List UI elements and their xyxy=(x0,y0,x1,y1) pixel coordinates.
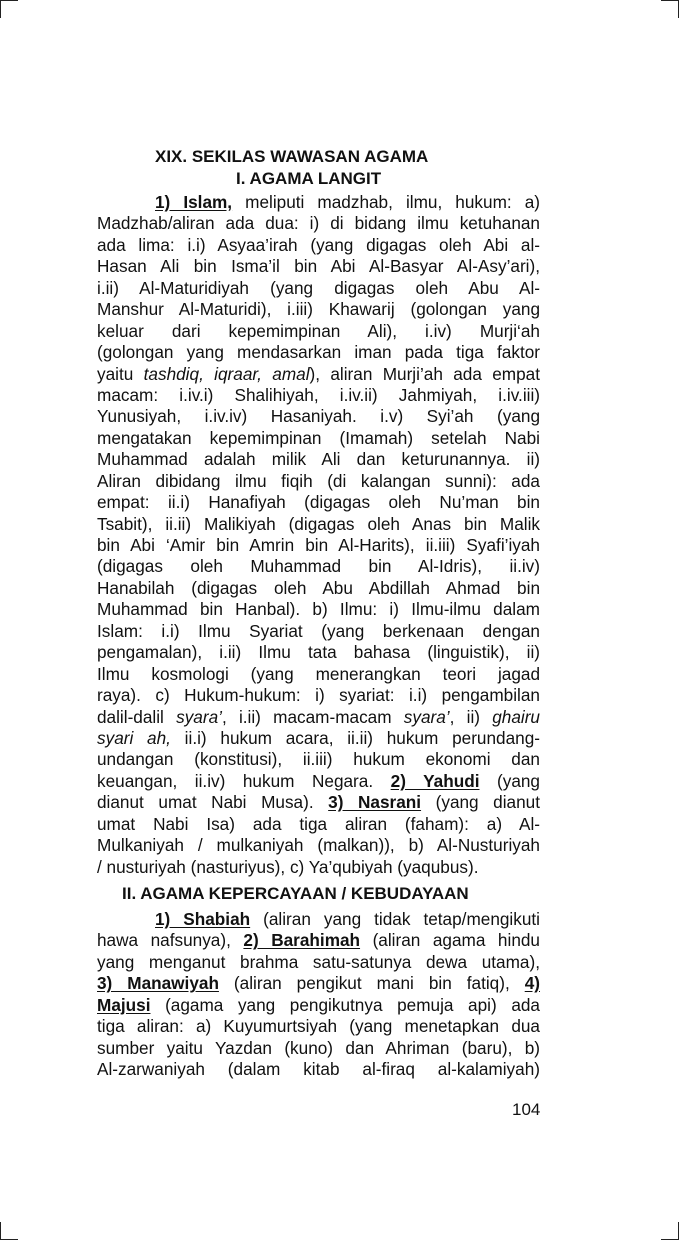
section-heading-agama-kepercayaan: II. AGAMA KEPERCAYAAN / KEBUDAYAAN xyxy=(122,884,469,903)
section-label: 1) Islam, xyxy=(155,192,233,212)
text-line xyxy=(97,814,540,835)
text-run: Hasan Ali bin Isma’il bin Abi Al-Basyar Al-Asy’ari), xyxy=(97,256,540,277)
text-line xyxy=(97,364,540,385)
crop-mark-top-right-h xyxy=(661,0,679,1)
text-run: hawa nafsunya), xyxy=(97,930,244,951)
text-run: Hanabilah (digagas oleh Abu Abdillah Ahmad bin xyxy=(97,577,540,598)
text-line xyxy=(97,213,540,234)
text-line xyxy=(97,428,540,449)
crop-mark-top-left-h xyxy=(0,0,18,1)
text-line xyxy=(97,1059,540,1080)
text-line xyxy=(97,835,540,856)
page-number: 104 xyxy=(512,1100,541,1119)
text-run: Manshur Al-Maturidi), i.iii) Khawarij (golongan yang xyxy=(97,299,540,320)
text-run: ii.i) hukum acara, ii.ii) hukum perundang- xyxy=(170,727,540,748)
text-run: (aliran yang tidak tetap/mengikuti xyxy=(250,909,541,929)
italic-term: syara’ xyxy=(176,706,222,727)
italic-term: ghairu xyxy=(492,706,540,727)
text-run: (aliran agama hindu xyxy=(360,930,540,951)
text-run: Ilmu kosmologi (yang menerangkan teori jagad xyxy=(97,663,540,684)
text-run: ), aliran Murji’ah ada empat xyxy=(309,363,540,384)
text-run: Madzhab/aliran ada dua: i) di bidang ilmu ketuhanan xyxy=(97,213,540,234)
italic-term: syari ah, xyxy=(97,727,171,748)
section-label: Majusi xyxy=(97,994,151,1015)
text-run: dianut umat Nabi Musa). xyxy=(97,792,329,813)
text-line xyxy=(97,278,540,299)
text-run: i.ii) Al-Maturidiyah (yang digagas oleh Abu Al- xyxy=(97,277,540,298)
italic-term: syara’ xyxy=(403,706,450,727)
text-line xyxy=(97,406,540,427)
text-line xyxy=(97,749,540,770)
text-line xyxy=(97,599,540,620)
section-label: 3) Nasrani xyxy=(328,792,422,813)
text-run: Mulkaniyah / mulkaniyah (malkan)), b) Al-Nusturiyah xyxy=(97,835,540,856)
text-run: Muhammad bin Hanbal). b) Ilmu: i) Ilmu-ilmu dalam xyxy=(97,599,540,620)
text-run: umat Nabi Isa) ada tiga aliran (faham): a) Al- xyxy=(97,813,540,834)
text-line xyxy=(97,728,540,749)
text-run: dalil-dalil xyxy=(97,706,177,727)
crop-mark-bottom-left xyxy=(0,1222,1,1240)
text-line xyxy=(97,256,540,277)
text-run: raya). c) Hukum-hukum: i) syariat: i.i) pengambilan xyxy=(97,685,540,706)
text-run: (golongan yang mendasarkan iman pada tiga faktor xyxy=(97,342,540,363)
text-line xyxy=(97,299,540,320)
text-line xyxy=(97,857,540,878)
text-line xyxy=(97,471,540,492)
text-run: keuangan, ii.iv) hukum Negara. xyxy=(97,770,391,791)
crop-mark-top-left xyxy=(0,0,1,18)
text-line xyxy=(97,771,540,792)
text-run: (aliran pengikut mani bin fatiq), xyxy=(218,973,525,994)
text-run: Yunusiyah, i.iv.iv) Hasaniyah. i.v) Syi’ah (yang xyxy=(97,406,540,427)
text-line xyxy=(97,342,540,363)
text-run: keluar dari kepemimpinan Ali), i.iv) Murji‘ah xyxy=(97,320,540,341)
text-run: , i.ii) macam-macam xyxy=(221,706,404,727)
text-line xyxy=(97,995,540,1016)
text-run: Al-zarwaniyah (dalam kitab al-firaq al-kalamiyah) xyxy=(97,1059,540,1080)
text-line xyxy=(97,492,540,513)
paragraph-agama-kepercayaan xyxy=(97,909,540,1081)
text-run: Tsabit), ii.ii) Malikiyah (digagas oleh Anas bin Malik xyxy=(97,513,540,534)
text-line xyxy=(97,909,540,930)
text-line xyxy=(97,973,540,994)
text-run: , ii) xyxy=(449,706,493,727)
text-run: sumber yaitu Yazdan (kuno) dan Ahriman (baru), b) xyxy=(97,1037,540,1058)
text-line xyxy=(97,556,540,577)
text-run: yaitu xyxy=(97,363,144,384)
section-label: 4) xyxy=(524,973,540,994)
text-line xyxy=(97,621,540,642)
text-run: yang menganut brahma satu-satunya dewa utama), xyxy=(97,951,540,972)
text-run: undangan (konstitusi), ii.iii) hukum ekonomi dan xyxy=(97,749,540,770)
text-run: ada lima: i.i) Asyaa’irah (yang digagas oleh Abi al- xyxy=(97,234,540,255)
italic-term: tashdiq, iqraar, amal xyxy=(143,363,310,384)
text-line xyxy=(97,707,540,728)
text-run: meliputi madzhab, ilmu, hukum: a) xyxy=(232,192,540,212)
text-line xyxy=(97,642,540,663)
text-run: macam: i.iv.i) Shalihiyah, i.iv.ii) Jahmiyah, i.iv.iii) xyxy=(97,384,540,405)
text-run: Aliran dibidang ilmu fiqih (di kalangan sunni): ada xyxy=(97,470,540,491)
text-run: tiga aliran: a) Kuyumurtsiyah (yang menetapkan dua xyxy=(97,1016,540,1037)
text-line xyxy=(97,952,540,973)
text-line xyxy=(97,449,540,470)
section-label: 1) Shabiah xyxy=(155,909,251,929)
text-line xyxy=(97,1038,540,1059)
text-line xyxy=(97,235,540,256)
text-line xyxy=(97,192,540,213)
text-run: (digagas oleh Muhammad bin Al-Idris), ii.iv) xyxy=(97,556,540,577)
text-line xyxy=(97,535,540,556)
text-line xyxy=(97,321,540,342)
text-line xyxy=(97,664,540,685)
text-line xyxy=(97,685,540,706)
text-run: Muhammad adalah milik Ali dan keturunannya. ii) xyxy=(97,449,540,470)
text-run: Islam: i.i) Ilmu Syariat (yang berkenaan dengan xyxy=(97,620,540,641)
text-run: mengatakan kepemimpinan (Imamah) setelah Nabi xyxy=(97,427,540,448)
section-label: 2) Barahimah xyxy=(243,930,361,951)
text-line xyxy=(97,1016,540,1037)
paragraph-agama-langit xyxy=(97,192,540,878)
text-run: / nusturiyah (nasturiyus), c) Ya’qubiyah (yaqubus). xyxy=(97,856,479,877)
text-line xyxy=(97,792,540,813)
text-line xyxy=(97,385,540,406)
section-label: 2) Yahudi xyxy=(390,770,480,791)
text-run: (yang dianut xyxy=(421,792,541,813)
text-run: bin Abi ‘Amir bin Amrin bin Al-Harits), ii.iii) Syafi’iyah xyxy=(97,535,540,555)
text-run: pengamalan), i.ii) Ilmu tata bahasa (linguistik), ii) xyxy=(97,642,540,663)
text-line xyxy=(97,578,540,599)
section-heading-agama-langit: I. AGAMA LANGIT xyxy=(236,169,382,188)
text-run: (yang xyxy=(479,770,540,791)
section-label: 3) Manawiyah xyxy=(97,973,219,994)
text-run: empat: ii.i) Hanafiyah (digagas oleh Nu’man bin xyxy=(97,492,540,513)
text-line xyxy=(97,514,540,535)
text-line xyxy=(97,930,540,951)
text-run: (agama yang pengikutnya pemuja api) ada xyxy=(150,994,540,1015)
chapter-title: XIX. SEKILAS WAWASAN AGAMA xyxy=(155,147,429,166)
